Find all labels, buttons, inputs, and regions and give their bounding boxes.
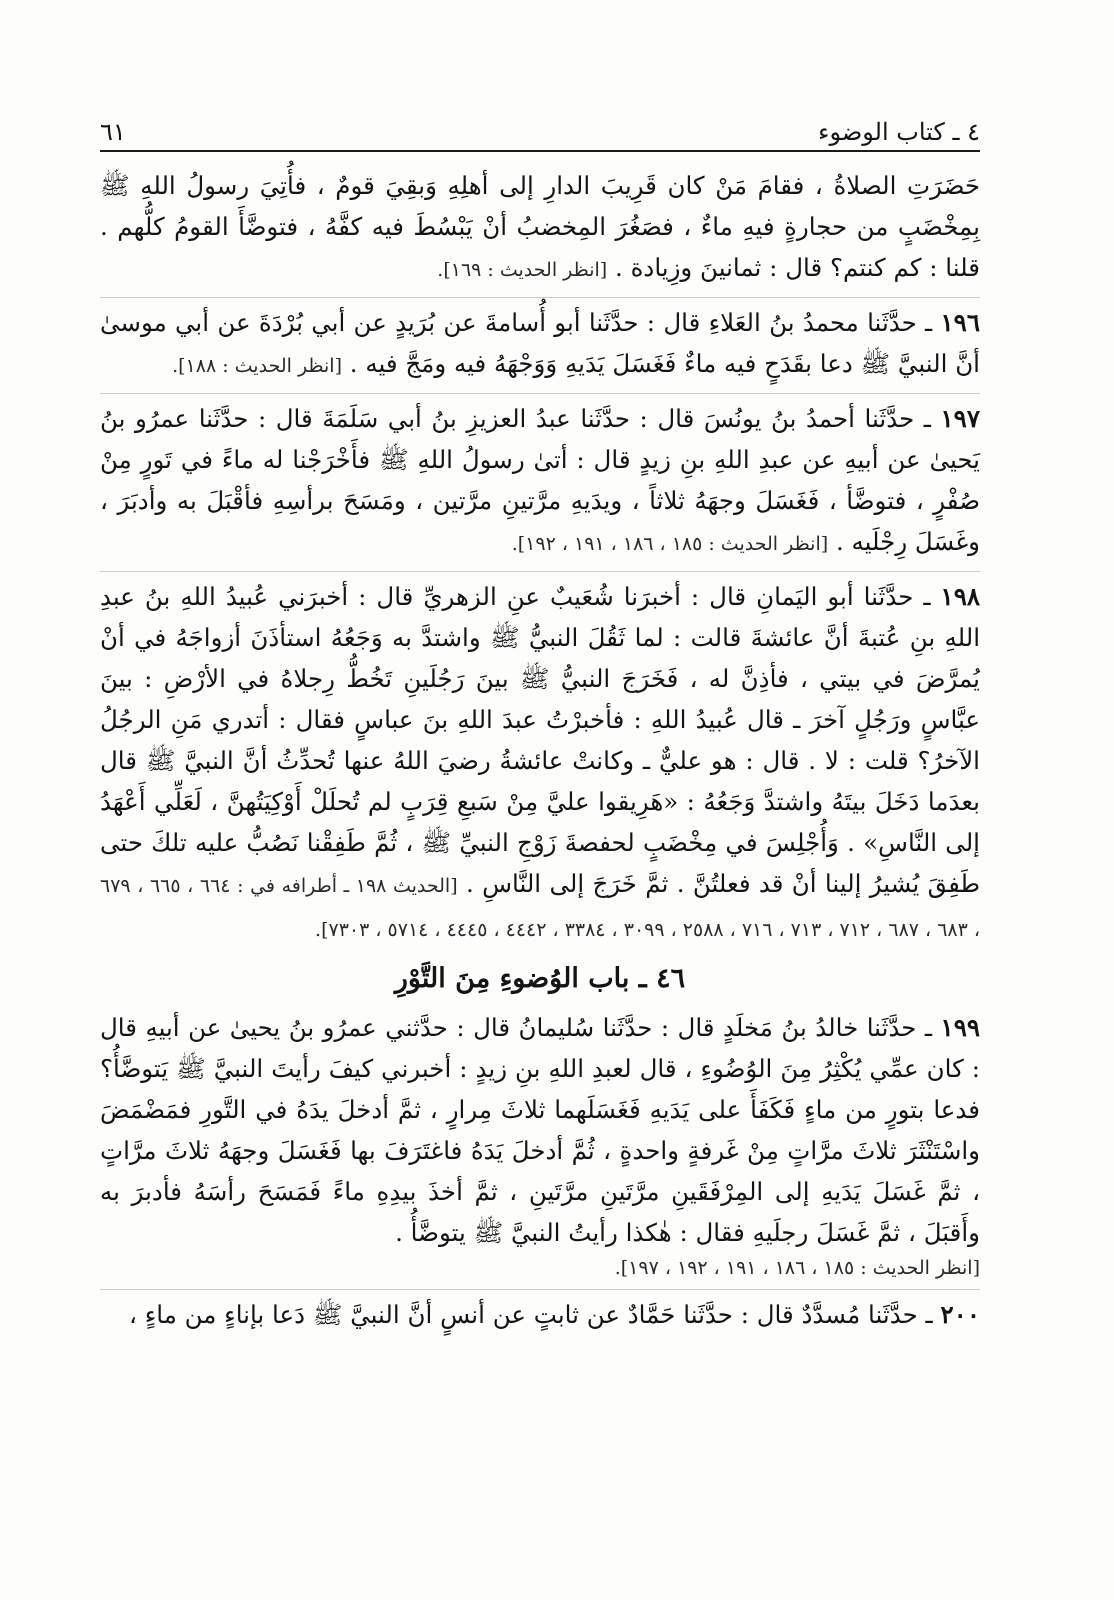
hadith-continuation (100, 165, 980, 291)
cross-reference: [الحديث ١٩٨ ـ أطرافه في : ٦٦٤ ، ٦٦٥ ، ٦٧٩ ، ٦٨٣ ، ٦٨٧ ، ٧١٢ ، ٧١٣ ، ٧١٦ ، ٢٥٨٨ ، ٣٠٩٩ ، ٣٣٨٤ ، ٤٤٤٢ ، ٤٤٤٥ ، ٥٧١٤ ، ٧٣٠٣]. (100, 875, 980, 941)
hadith-text: ـ حدَّثَنا أحمدُ بنُ يونُسَ قال : حدَّثَنا عبدُ العزيزِ بنُ أبي سَلَمَةَ قال : حدَّثَنا عمرُو بنُ يَحيىٰ عن أبيهِ عن عبدِ اللهِ بنِ زيدٍ قال : أتىٰ رسولُ اللهِ ﷺ فأَخْرَجْنا له ماءً في تَورٍ مِنْ صُفْرٍ ، فتوضَّأ ، فَغَسَلَ وجهَهُ ثلاثاً ، ويدَيهِ مرَّتينِ مرَّتين ، ومَسَحَ برأسِهِ فأقْبَلَ به وأدبَرَ ، وغَسَلَ رِجْلَيه . (100, 404, 980, 556)
hadith-text: ـ حدَّثَنا أبو اليَمانِ قال : أخبرَنا شُعَيبٌ عنِ الزهريِّ قال : أخبرَني عُبيدُ اللهِ بنُ عبدِ اللهِ بنِ عُتبةَ أنَّ عائشةَ قالت : لما ثَقُلَ النبيُّ ﷺ واشتدَّ به وَجَعُهُ استأذَنَ أزواجَهُ في أنْ يُمرَّضَ في بيتي ، فأذِنَّ له ، فَخَرَجَ النبيُّ ﷺ بينَ رَجُلَينِ تَخُطُّ رِجلاهُ في الأرْضِ : بينَ عبَّاسٍ ورَجُلٍ آخرَ ـ قال عُبيدُ اللهِ : فأخبرْتُ عبدَ اللهِ بنَ عباسٍ فقال : أتدري مَنِ الرجُلُ الآخرُ؟ قلت : لا . قال : هو عليٌّ ـ وكانتْ عائشةُ رضيَ اللهُ عنها تُحدِّثُ أنَّ النبيَّ ﷺ قال بعدَما دَخَلَ بيتَهُ واشتدَّ وَجَعُهُ : «هَرِيقوا عليَّ مِنْ سَبعِ قِرَبٍ لم تُحلَلْ أَوْكِيَتُهنَّ ، لَعَلِّي أَعْهَدُ إلى النَّاسِ» . وَأُجْلِسَ في مِخْضَبٍ لحفصةَ زَوْجِ النبيِّ ﷺ ، ثُمَّ طَفِقْنا نَصُبُّ عليه تلكَ حتى طَفِقَ يُشيرُ إلينا أنْ قد فعلتُنَّ . ثمَّ خَرَجَ إلى النَّاسِ . (100, 582, 980, 898)
page-header (100, 110, 980, 152)
hadith-199 (100, 1007, 980, 1253)
hadith-number: ١٩٨ (940, 582, 981, 611)
hadith-198 (100, 571, 980, 951)
hadith-196 (100, 297, 980, 387)
hadith-number: ١٩٧ (940, 404, 980, 433)
cross-reference: [انظر الحديث : ١٨٥ ، ١٨٦ ، ١٩١ ، ١٩٢]. (511, 533, 829, 555)
hadith-text: ـ حدَّثَنا محمدُ بنُ العَلاءِ قال : حدَّثَنا أبو أُسامةَ عن بُرَيدٍ عن أبي بُرْدَةَ عن أبي موسىٰ أنَّ النبيَّ ﷺ دعا بقَدَحٍ فيه ماءٌ فَغَسَلَ يَدَيهِ وَوَجْهَهُ فيه ومَجَّ فيه . (100, 308, 980, 378)
chapter-heading: ٤٦ ـ باب الوُضوءِ مِنَ التَّوْرِ (394, 963, 686, 994)
hadith-number: ١٩٩ (940, 1013, 981, 1042)
hadith-number: ٢٠٠ (940, 1300, 980, 1329)
hadith-text: ـ حدَّثَنا خالدُ بنُ مَخلَدٍ قال : حدَّثَنا سُليمانُ قال : حدَّثني عمرُو بنُ يحيىٰ عن أبيهِ قال : كان عمِّي يُكْثِرُ مِنَ الوُضُوءِ ، قال لعبدِ اللهِ بنِ زيدٍ : أخبرني كيفَ رأيتَ النبيَّ ﷺ يَتوضَّأُ؟ فدعا بتورٍ من ماءٍ فَكَفَأَ على يَدَيهِ فَغَسَلَهما ثلاثَ مِرارٍ ، ثمَّ أدخلَ يدَهُ في التَّورِ فمَضْمَضَ واسْتَنْثَرَ ثلاثَ مرَّاتٍ مِنْ غَرفةٍ واحدةٍ ، ثُمَّ أدخلَ يَدَهُ فاغتَرَفَ بها فَغَسَلَ وجهَهُ ثلاثَ مرَّاتٍ ، ثمَّ غَسَلَ يَدَيهِ إلى المِرْفَقَينِ مرَّتَينِ مرَّتَينِ ، ثمَّ أخذَ بيدِهِ ماءً فَمَسَحَ رأسَهُ فأدبرَ به وأَقبَلَ ، ثمَّ غَسَلَ رجلَيهِ فقال : هٰكذا رأيتُ النبيَّ ﷺ يتوضَّأُ . (100, 1013, 980, 1247)
hadith-number: ١٩٦ (940, 308, 980, 337)
cross-reference: [انظر الحديث : ١٦٩]. (437, 259, 608, 281)
page-body (100, 165, 980, 1565)
hadith-200 (100, 1289, 980, 1335)
hadith-197 (100, 393, 980, 565)
hadith-text: ـ حدَّثَنا مُسدَّدٌ قال : حدَّثَنا حَمَّادٌ عن ثابتٍ عن أنسٍ أنَّ النبيَّ ﷺ دَعا بإناءٍ من ماءٍ ، (129, 1300, 933, 1329)
cross-reference: [انظر الحديث : ١٨٨]. (172, 355, 342, 377)
cross-reference: [انظر الحديث : ١٨٥ ، ١٨٦ ، ١٩١ ، ١٩٢ ، ١٩٧]. (614, 1257, 980, 1279)
page-number: ٦١ (100, 118, 126, 146)
hadith-text: حَضَرَتِ الصلاةُ ، فقامَ مَنْ كان قَرِيبَ الدارِ إلى أهلِهِ وَبقِيَ قومٌ ، فأُتِيَ رسولُ اللهِ ﷺ بِمِخْضَبٍ من حجارةٍ فيهِ ماءٌ ، فصَغُرَ المِخضبُ أنْ يَبْسُطَ فيه كفَّهُ ، فتوضَّأَ القومُ كلُّهم . قلنا : كم كنتم؟ قال : ثمانينَ وزِيادة . (100, 171, 980, 282)
running-title: ٤ ـ كتاب الوضوء (818, 118, 980, 146)
